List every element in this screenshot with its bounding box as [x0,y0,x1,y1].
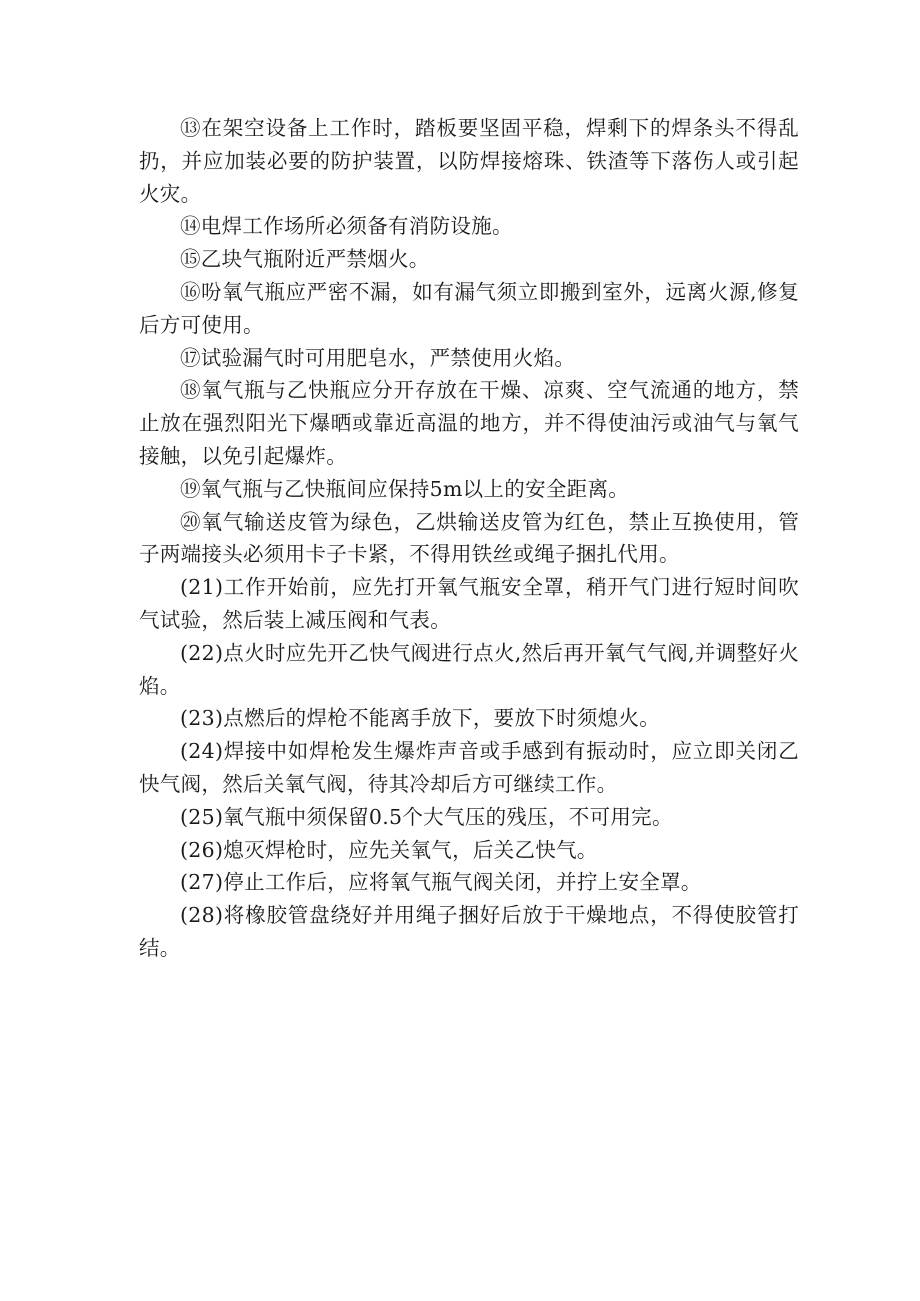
paragraph-16: ⑯吩氧气瓶应严密不漏，如有漏气须立即搬到室外，远离火源,修复后方可使用。 [139,279,799,337]
paragraph-19: ⑲氧气瓶与乙快瓶间应保持5m以上的安全距离。 [180,476,630,501]
paragraph-23: (23)点燃后的焊枪不能离手放下，要放下时须熄火。 [180,706,661,731]
paragraph-14: ⑭电焊工作场所必须备有消防设施。 [180,214,513,239]
paragraph-13: ⑬在架空设备上工作时，踏板要坚固平稳，焊剩下的焊条头不得乱扔，并应加装必要的防护装置，以防焊接熔珠、铁渣等下落伤人或引起火灾。 [139,116,799,206]
paragraph-15: ⑮乙块气瓶附近严禁烟火。 [180,247,430,272]
paragraph-24: (24)焊接中如焊枪发生爆炸声音或手感到有振动时，应立即关闭乙快气阀，然后关氧气阀，待其冷却后方可继续工作。 [139,739,799,796]
paragraph-25: (25)氧气瓶中须保留0.5个大气压的残压，不可用完。 [180,804,673,829]
paragraph-26: (26)熄灭焊枪时，应先关氧气，后关乙快气。 [180,837,598,862]
document-body [139,112,799,965]
paragraph-21: (21)工作开始前，应先打开氧气瓶安全罩，稍开气门进行短时间吹气试验，然后装上减压阀和气表。 [139,575,799,632]
paragraph-27: (27)停止工作后，应将氧气瓶气阀关闭，并拧上安全罩。 [180,870,702,895]
paragraph-17: ⑰试验漏气时可用肥皂水，严禁使用火焰。 [180,345,576,370]
paragraph-22: (22)点火时应先开乙快气阀进行点火,然后再开氧气气阀,并调整好火焰。 [139,640,799,698]
paragraph-20: ⑳氧气输送皮管为绿色，乙烘输送皮管为红色，禁止互换使用，管子两端接头必须用卡子卡紧，不得用铁丝或绳子捆扎代用。 [139,509,799,567]
paragraph-28: (28)将橡胶管盘绕好并用绳子捆好后放于干燥地点，不得使胶管打结。 [139,903,799,960]
paragraph-18: ⑱氧气瓶与乙快瓶应分开存放在干燥、凉爽、空气流通的地方，禁止放在强烈阳光下爆晒或靠近高温的地方，并不得使油污或油气与氧气接触，以免引起爆炸。 [139,378,799,468]
